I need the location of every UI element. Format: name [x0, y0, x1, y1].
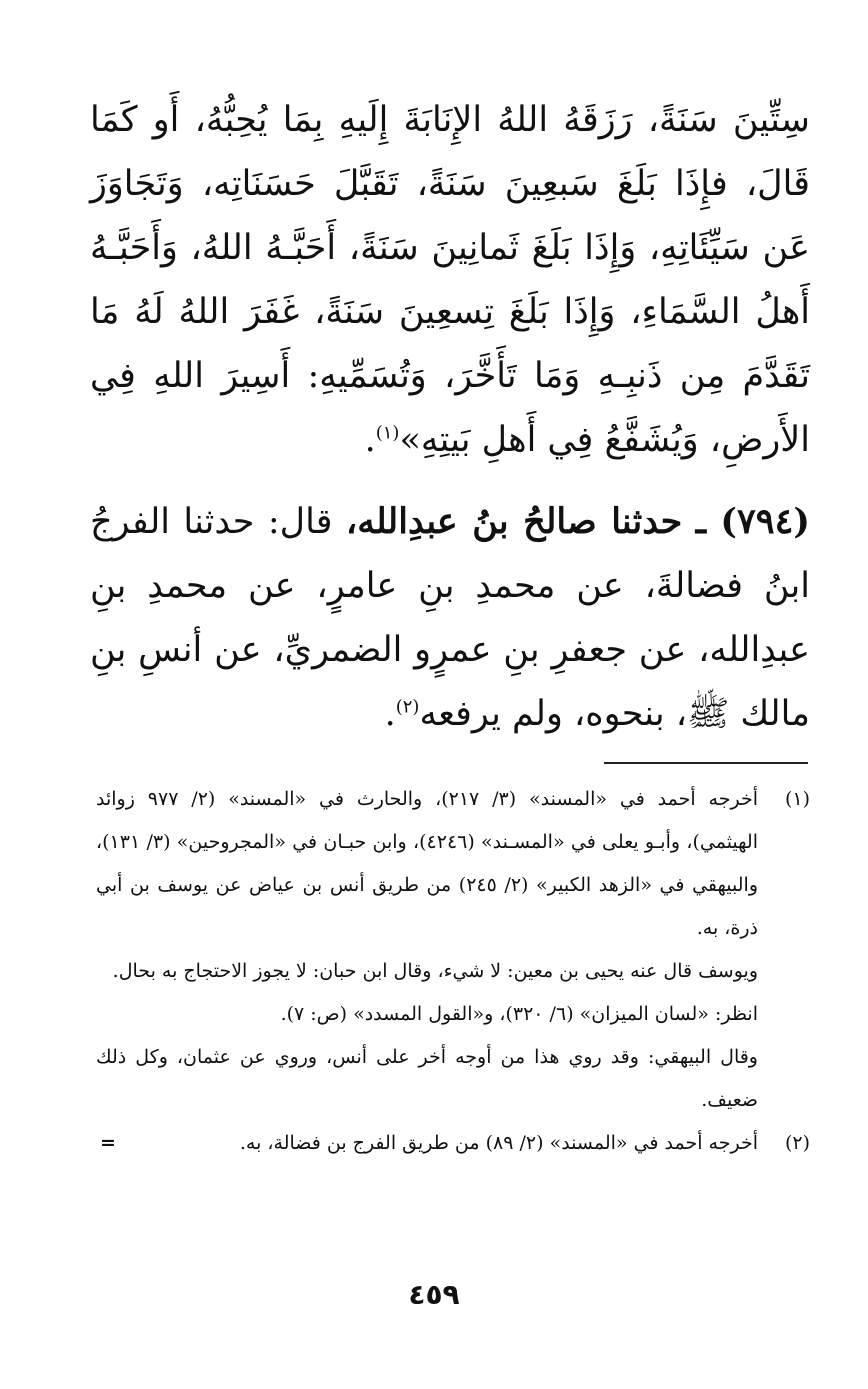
page-number: ٤٥٩ [408, 1278, 460, 1311]
footnote-paragraph: انظر: «لسان الميزان» (٦/ ٣٢٠)، و«القول المسدد» (ص: ٧). [280, 1003, 758, 1025]
footnote-number: (٢) [784, 1132, 810, 1154]
footnote-paragraph: وقال البيهقي: وقد روي هذا من أوجه أخر على أنس، وروي عن عثمان، وكل ذلك ضعيف. [96, 1046, 758, 1111]
hadith-end: . [384, 694, 396, 734]
main-paragraph [90, 88, 810, 472]
footnote-number: (١) [784, 788, 810, 810]
footnote-divider [604, 762, 808, 764]
footnotes [96, 778, 810, 1165]
footnote-paragraph: أخرجه أحمد في «المسند» (٢/ ٨٩) من طريق الفرج بن فضالة، به. [239, 1132, 758, 1154]
footnote-ref-2[interactable]: (٢) [395, 696, 420, 718]
hadith-text: قال: حدثنا الفرجُ ابنُ فضالةَ، عن محمدِ بنِ عامرٍ، عن محمدِ بنِ عبدِالله، عن جعفرِ بنِ عمرٍو الضمريِّ، عن أنسِ بنِ مالك ﷺ، بنحوه، ولم يرفعه [90, 502, 810, 734]
footnote-2 [96, 1122, 810, 1165]
hadith-lead: حدثنا صالحُ بنُ عبدِالله، [345, 501, 683, 542]
paragraph-end: . [364, 420, 376, 460]
footnote-paragraph: أخرجه أحمد في «المسند» (٣/ ٢١٧)، والحارث في «المسند» (٢/ ٩٧٧ زوائد الهيثمي)، وأبـو يعلى في «المسـند» (٤٢٤٦)، وابن حبـان في «المجروحين» (٣/ ١٣١)، والبيهقي في «الزهد الكبير» (٢/ ٢٤٥) من طريق أنس بن عياض عن يوسف بن أبي ذرة، به. [96, 788, 758, 939]
footnote-1 [96, 778, 810, 1122]
footnote-ref-1[interactable]: (١) [375, 422, 400, 444]
main-text [90, 88, 810, 746]
continuation-mark: = [100, 1132, 116, 1154]
hadith-number: (٧٩٤) ـ [695, 501, 810, 542]
paragraph-text: سِتِّينَ سَنَةً، رَزَقَهُ اللهُ الإِنَابَةَ إِلَيهِ بِمَا يُحِبُّهُ، أَو كَمَا قَالَ، فإِذَا بَلَغَ سَبعِينَ سَنَةً، تَقَبَّلَ حَسَنَاتِه، وَتَجَاوَزَ عَن سَيِّئَاتِهِ، وَإِذَا بَلَغَ ثَمانِينَ سَنَةً، أَحَبَّـهُ اللهُ، وَأَحَبَّـهُ أَهلُ السَّمَاءِ، وَإِذَا بَلَغَ تِسعِينَ سَنَةً، غَفَرَ اللهُ لَهُ مَا تَقَدَّمَ مِن ذَنبِـهِ وَمَا تَأَخَّرَ، وَتُسَمِّيهِ: أَسِيرَ اللهِ فِي الأَرضِ، وَيُشَفَّعُ فِي أَهلِ بَيتِهِ» [90, 100, 810, 460]
hadith-paragraph [90, 490, 810, 746]
footnote-paragraph: ويوسف قال عنه يحيى بن معين: لا شيء، وقال ابن حبان: لا يجوز الاحتجاج به بحال. [112, 960, 758, 982]
